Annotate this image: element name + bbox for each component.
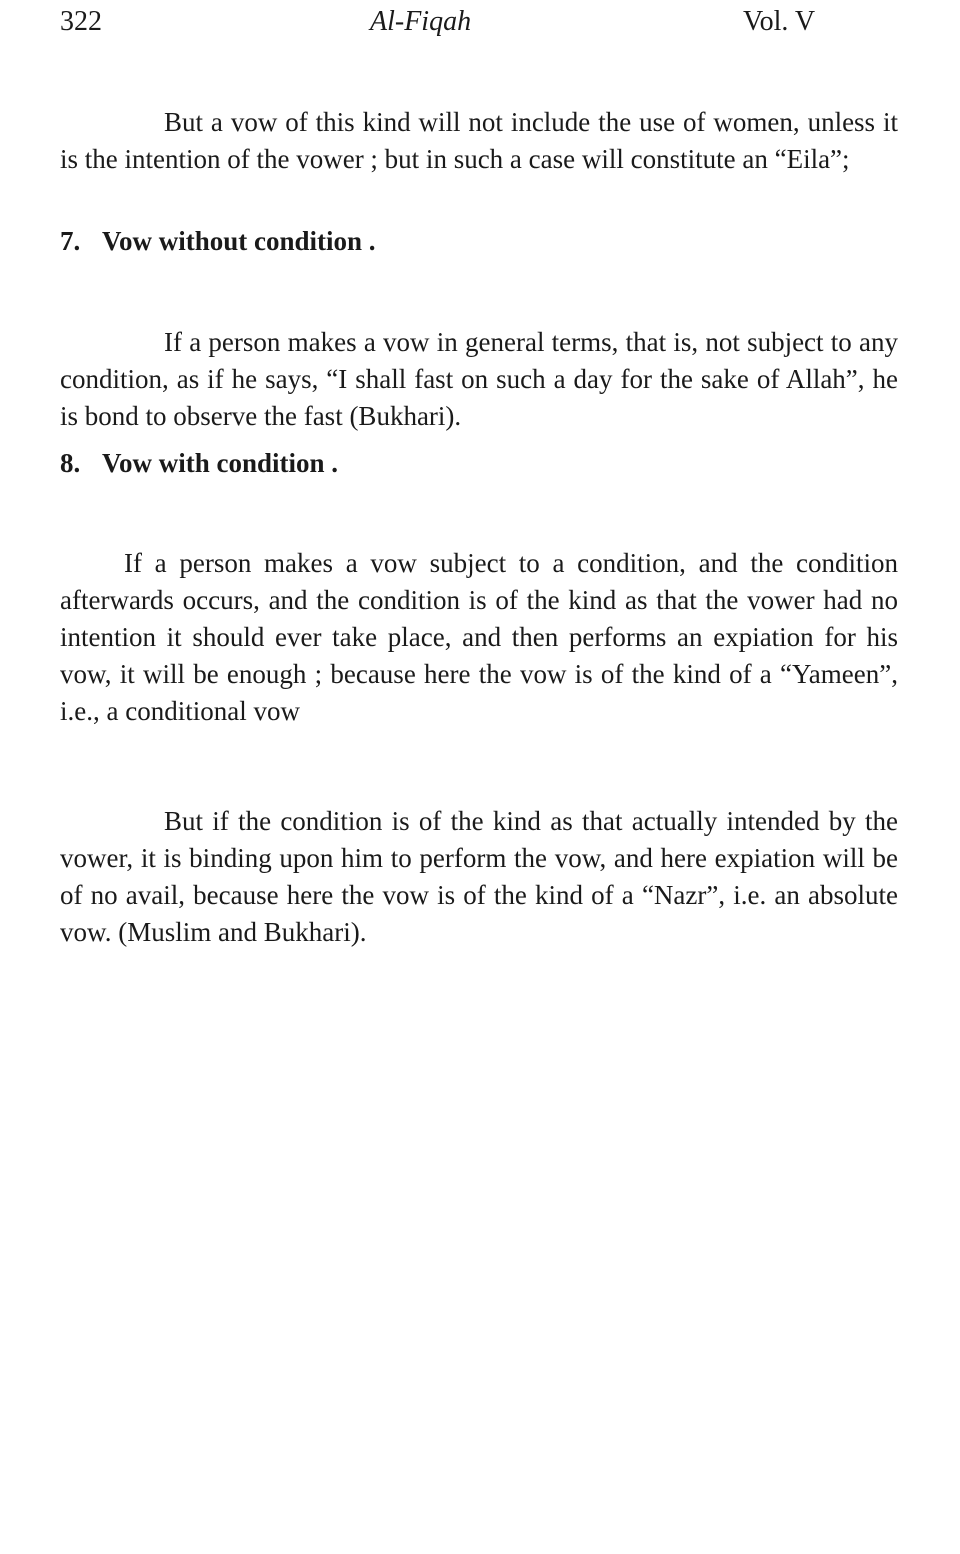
- section-heading-7: [60, 223, 898, 260]
- page-number: 322: [60, 6, 102, 37]
- paragraph-intended-condition: But if the condition is of the kind as that actually intended by the vower, it is binding upon him to perform the vow, and here expiation will be of no avail, because here the vow is of the kind of a “Nazr”, i.e. an absolute vow. (Muslim and Bukhari).: [60, 806, 898, 947]
- section-number-7: 7.: [60, 226, 81, 256]
- paragraph-vow-without-condition: If a person makes a vow in general terms, that is, not subject to any condition, as if he says, “I shall fast on such a day for the sake of Allah”, he is bond to observe the fast (Bukhari).: [60, 327, 898, 431]
- paragraph-vow-with-condition: If a person makes a vow subject to a condition, and the condition afterwards occurs, and the condition is of the kind as that the vower had no intention it should ever take place, and then performs an expiation for his vow, it will be enough ; because here the vow is of the kind of a “Yameen”, i.e., a conditional vow: [60, 548, 898, 726]
- paragraph-vow-women: But a vow of this kind will not include the use of women, unless it is the intention of the vower ; but in such a case will constitute an “Eila”;: [60, 107, 898, 174]
- page-header: [60, 4, 860, 40]
- section-heading-8: [60, 445, 898, 482]
- running-title: Al-Fiqah: [370, 6, 472, 37]
- section-number-8: 8.: [60, 448, 81, 478]
- section-title-7: Vow without condition .: [102, 226, 376, 256]
- volume-label: Vol. V: [743, 6, 816, 37]
- section-title-8: Vow with condition .: [102, 448, 339, 478]
